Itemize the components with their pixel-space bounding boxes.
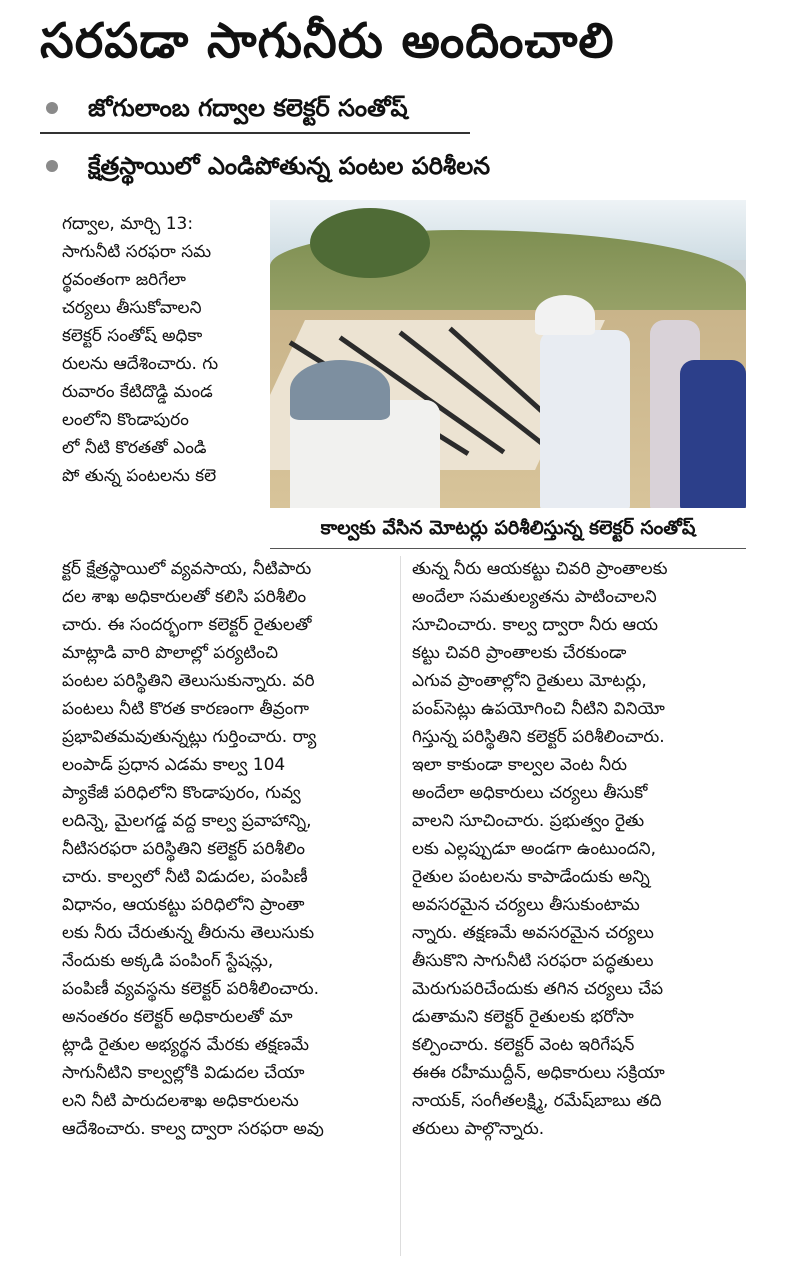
subheading-crops-text: క్షేత్రస్థాయిలో ఎండిపోతున్న పంటల పరిశీలన xyxy=(88,152,491,180)
bullet-icon xyxy=(46,102,58,114)
photo-caption: కాల్వకు వేసిన మోటర్లు పరిశీలిస్తున్న కలెక్టర్ సంతోష్ xyxy=(270,508,746,548)
subheading-crops xyxy=(40,146,760,186)
caption-underline xyxy=(270,548,746,549)
article-column-b: క్టర్ క్షేత్రస్థాయిలో వ్యవసాయ, నీటిపారు దల శాఖ అధికారులతో కలిసి పరిశీలిం చారు. ఈ సందర్భంగా కలెక్టర్ రైతులతో మాట్లాడి వారి పొలాల్లో పర్యటించి పంటల పరిస్థితిని తెలుసుకున్నారు. వరి పంటలు నీటి కొరత కారణంగా తీవ్రంగా ప్రభావితమవుతున్నట్లు గుర్తించారు. ర్యా లంపాడ్ ప్రధాన ఎడమ కాల్వ 104 ప్యాకేజీ పరిధిలోని కొండాపురం, గువ్వ లదిన్నె, మైలగడ్డ వద్ద కాల్వ ప్రవాహాన్ని, నీటిసరఫరా పరిస్థితిని కలెక్టర్ పరిశీలిం చారు. కాల్వలో నీటి విడుదల, పంపిణీ విధానం, ఆయకట్టు పరిధిలోని ప్రాంతా లకు నీరు చేరుతున్న తీరును తెలుసుకు నేందుకు అక్కడి పంపింగ్ స్టేషన్లు, పంపిణీ వ్యవస్థను కలెక్టర్ పరిశీలించారు. అనంతరం కలెక్టర్ అధికారులతో మా ట్లాడి రైతుల అభ్యర్థన మేరకు తక్షణమే సాగునీటిని కాల్వల్లోకి విడుదల చేయా లని నీటి పారుదలశాఖ అధికారులను ఆదేశించారు. కాల్వ ద్వారా సరఫరా అవు xyxy=(62,559,324,1139)
subheading-divider xyxy=(40,132,470,134)
headline: సరపడా సాగునీరు అందించాలి xyxy=(40,13,615,69)
article-column-c: తున్న నీరు ఆయకట్టు చివరి ప్రాంతాలకు అందేలా సమతుల్యతను పాటించాలని సూచించారు. కాల్వ ద్వారా నీరు ఆయ కట్టు చివరి ప్రాంతాలకు చేరకుండా ఎగువ ప్రాంతాల్లోని రైతులు మోటర్లు, పంప్‌సెట్లు ఉపయోగించి నీటిని వినియో గిస్తున్న పరిస్థితిని కలెక్టర్ పరిశీలించారు. ఇలా కాకుండా కాల్వల వెంట నీరు అందేలా అధికారులు చర్యలు తీసుకో వాలని సూచించారు. ప్రభుత్వం రైతు లకు ఎల్లప్పుడూ అండగా ఉంటుందని, రైతుల పంటలను కాపాడేందుకు అన్ని అవసరమైన చర్యలు తీసుకుంటామ న్నారు. తక్షణమే అవసరమైన చర్యలు తీసుకొని సాగునీటి సరఫరా పద్ధతులు మెరుగుపరిచేందుకు తగిన చర్యలు చేప డుతామని కలెక్టర్ రైతులకు భరోసా కల్పించారు. కలెక్టర్ వెంట ఇరిగేషన్ ఈఈ రహీముద్దీన్, అధికారులు సక్రియా నాయక్, సంగీతలక్ష్మి, రమేష్‌బాబు తది తరులు పాల్గొన్నారు. xyxy=(412,559,668,1139)
article-column-a: గద్వాల, మార్చి 13: సాగునీటి సరఫరా సమ ర్థవంతంగా జరిగేలా చర్యలు తీసుకోవాలని కలెక్టర్ సంతోష్ అధికా రులను ఆదేశించారు. గు రువారం కేటిదొడ్డి మండ లంలోని కొండాపురం లో నీటి కొరతతో ఎండి పో తున్న పంటలను కలె xyxy=(62,214,219,486)
news-photo xyxy=(270,200,746,508)
column-divider xyxy=(400,556,401,1256)
subheading-collector-text: జోగులాంబ గద్వాల కలెక్టర్ సంతోష్ xyxy=(88,94,408,122)
subheading-collector xyxy=(40,88,760,128)
bullet-icon xyxy=(46,160,58,172)
